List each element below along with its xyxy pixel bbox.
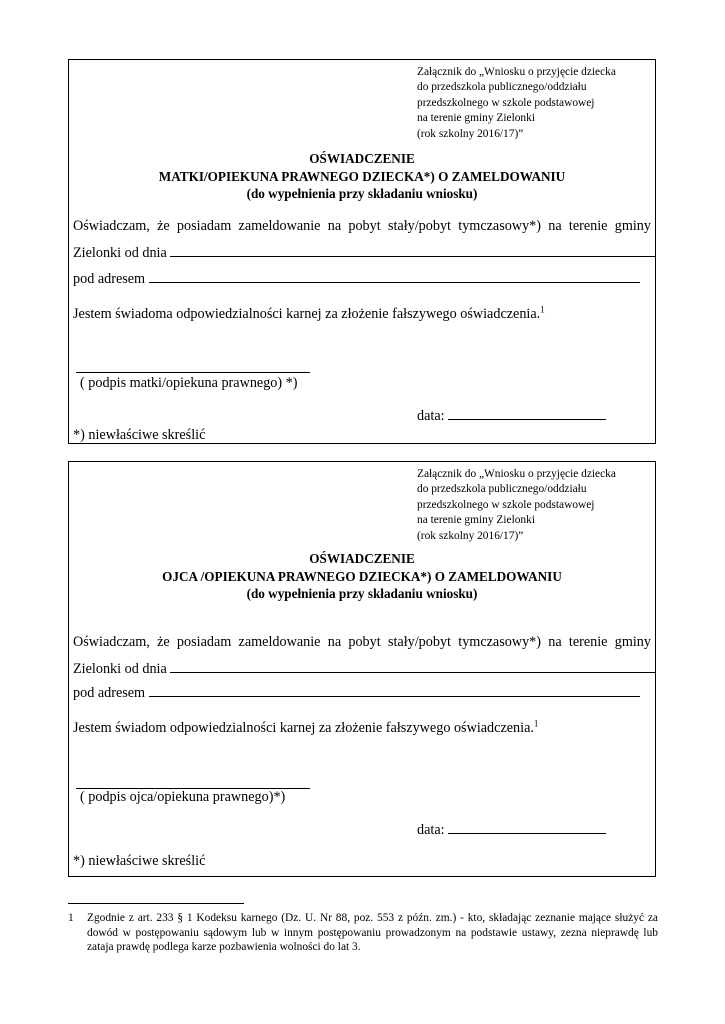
awareness-text-row: [73, 306, 651, 323]
date-label: data:: [417, 822, 445, 838]
awareness-text: Jestem świadoma odpowiedzialności karnej za złożenie fałszywego oświadczenia.: [73, 306, 541, 322]
annex-note: Załącznik do „Wniosku o przyjęcie dziecka do przedszkola publicznego/oddziału przedszkolnego w szkole podstawowej na terenie gminy Zielonki (rok szkolny 2016/17)”: [417, 468, 616, 542]
footnote: [68, 911, 658, 955]
form-subtitle: OJCA /OPIEKUNA PRAWNEGO DZIECKA*) O ZAMELDOWANIU: [162, 568, 562, 584]
address-label: pod adresem: [73, 685, 146, 701]
awareness-text: Jestem świadom odpowiedzialności karnej za złożenie fałszywego oświadczenia.: [73, 720, 534, 736]
address-field[interactable]: [149, 684, 640, 697]
address-field[interactable]: [149, 270, 640, 283]
signature-caption: ( podpis matki/opiekuna prawnego) *): [80, 375, 298, 391]
footnote-number: 1: [68, 912, 74, 924]
since-date-field[interactable]: [170, 244, 656, 257]
since-date-row: [73, 244, 651, 262]
form-subtitle: MATKI/OPIEKUNA PRAWNEGO DZIECKA*) O ZAMELDOWANIU: [158, 168, 566, 184]
father-declaration-form: [68, 461, 656, 877]
since-date-label: Zielonki od dnia: [73, 661, 167, 677]
date-field[interactable]: [448, 821, 606, 834]
statement-text: Oświadczam, że posiadam zameldowanie na pobyt stały/pobyt tymczasowy*) na terenie gminy: [73, 634, 651, 650]
form-instruction: (do wypełnienia przy składaniu wniosku): [246, 586, 478, 602]
since-date-field[interactable]: [170, 660, 656, 673]
footnote-separator: [68, 903, 244, 904]
footnote-text: Zgodnie z art. 233 § 1 Kodeksu karnego (Dz. U. Nr 88, poz. 553 z późn. zm.) - kto, składając zeznanie mające służyć za dowód w postępowaniu sądowym lub w innym postępowaniu prowadzonym na podstawie ustawy, zezna nieprawdę lub zataja prawdę podlega karze pozbawienia wolności do lat 3.: [87, 912, 658, 954]
form-title-block: [69, 150, 655, 203]
date-label: data:: [417, 408, 445, 424]
date-field[interactable]: [448, 407, 606, 420]
mother-declaration-form: [68, 59, 656, 444]
address-row: [73, 684, 651, 702]
statement-text: Oświadczam, że posiadam zameldowanie na pobyt stały/pobyt tymczasowy*) na terenie gminy: [73, 218, 651, 234]
footnote-ref: 1: [533, 718, 539, 729]
form-title-block: [69, 550, 655, 603]
footnote-ref: 1: [540, 304, 545, 315]
awareness-text-row: [73, 720, 651, 737]
address-label: pod adresem: [73, 271, 146, 287]
strike-note: *) niewłaściwe skreślić: [73, 427, 206, 443]
signature-field[interactable]: [76, 372, 310, 373]
form-title: OŚWIADCZENIE: [309, 551, 415, 566]
form-title: OŚWIADCZENIE: [309, 151, 415, 166]
address-row: [73, 270, 651, 288]
date-row: [417, 821, 606, 839]
date-row: [417, 407, 606, 425]
annex-note: Załącznik do „Wniosku o przyjęcie dziecka do przedszkola publicznego/oddziału przedszkolnego w szkole podstawowej na terenie gminy Zielonki (rok szkolny 2016/17)”: [417, 66, 616, 140]
strike-note: *) niewłaściwe skreślić: [73, 853, 206, 869]
since-date-label: Zielonki od dnia: [73, 245, 167, 261]
form-instruction: (do wypełnienia przy składaniu wniosku): [246, 186, 478, 202]
since-date-row: [73, 660, 651, 678]
signature-caption: ( podpis ojca/opiekuna prawnego)*): [80, 789, 286, 805]
